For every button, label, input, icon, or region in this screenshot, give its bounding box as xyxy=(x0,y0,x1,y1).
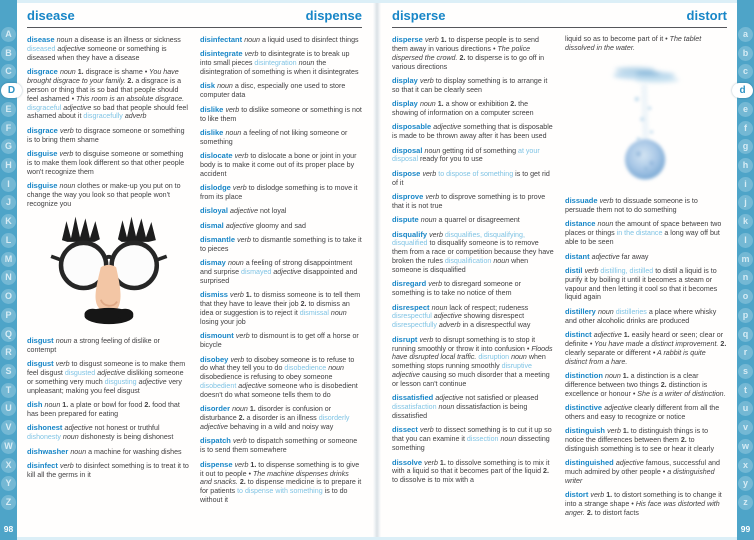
alpha-tab-s[interactable]: s xyxy=(738,364,753,379)
alpha-tab-h[interactable]: H xyxy=(1,158,16,173)
dictionary-entry: display verb to display something is to arrange it so that it can be clearly seen xyxy=(392,75,548,94)
dictionary-entry: dispose verb to dispose of something is to get rid of it xyxy=(392,168,550,187)
alpha-tab-a[interactable]: a xyxy=(738,27,753,42)
alphabet-strip-left xyxy=(0,0,17,540)
alpha-tab-k[interactable]: K xyxy=(1,214,16,229)
dictionary-entry: disgrace noun 1. disgrace is shame • You have brought disgrace to your family. 2. a disgrace is a person or thing that is so bad that people should feel ashamed • This room is an absolute disgrace. disgraceful adjective so bad that people should feel ashamed about it disgracefully adverb xyxy=(27,67,188,121)
dictionary-entry: dispute noun a quarrel or disagreement xyxy=(392,215,520,225)
dictionary-entry: disrespect noun lack of respect; rudeness disrespectful adjective showing disrespect disrespectfully adverb in a disrespectful way xyxy=(392,302,531,330)
alpha-tab-r[interactable]: R xyxy=(1,345,16,360)
page-left-column-1 xyxy=(27,35,189,527)
dictionary-entry: disinfect verb to disinfect something is to treat it to kill all the germs in it xyxy=(27,461,189,479)
alpha-tab-z[interactable]: Z xyxy=(1,495,16,510)
alpha-tab-a[interactable]: A xyxy=(1,27,16,42)
dictionary-entry: distinctive adjective clearly different from all the others and easy to recognize or notice xyxy=(565,403,720,421)
alpha-tab-p[interactable]: P xyxy=(1,308,16,323)
page-right xyxy=(380,0,737,540)
alpha-tab-g[interactable]: G xyxy=(1,139,16,154)
dictionary-entry: distil verb distilling, distilled to distil a liquid is to purify it by boiling it until it becomes a steam or vapour and then letting it cool so that it becomes liquid again xyxy=(565,265,718,302)
alpha-tab-l[interactable]: L xyxy=(1,233,16,248)
alpha-tab-o[interactable]: O xyxy=(1,289,16,304)
alpha-tab-x[interactable]: X xyxy=(1,458,16,473)
dictionary-entry: dislocate verb to dislocate a bone or joint in your body is to make it come out of its proper place by accident xyxy=(200,151,357,178)
dictionary-entry: dissect verb to dissect something is to cut it up so that you can examine it dissection noun dissecting something xyxy=(392,425,552,453)
alpha-tab-w[interactable]: W xyxy=(1,439,16,454)
dictionary-entry: distant adjective far away xyxy=(565,251,649,261)
dictionary-entry: dispatch verb to dispatch something or someone is to send them somewhere xyxy=(200,436,358,455)
page-right-column-1 xyxy=(392,35,554,527)
alpha-tab-b[interactable]: B xyxy=(1,46,16,61)
dictionary-entry: dissolve verb 1. to dissolve something is to mix it with a liquid so that it becomes part of the liquid 2. to dissolve is to mix with a xyxy=(392,457,550,485)
page-right-columns xyxy=(392,35,727,527)
page-left-column-2 xyxy=(200,35,362,527)
dictionary-entry: distinguished adjective famous, successful and much admired by other people • a distinguished writer xyxy=(565,458,720,486)
alpha-tab-n[interactable]: N xyxy=(1,270,16,285)
dictionary-entry: disease noun a disease is an illness or sickness diseased adjective someone or something is diseased when they have a disease xyxy=(27,35,181,62)
alpha-tab-c[interactable]: c xyxy=(738,64,753,79)
page-number-left: 98 xyxy=(3,524,14,534)
dictionary-entry: dishonest adjective not honest or truthful dishonesty noun dishonesty is being dishonest xyxy=(27,423,174,442)
alpha-tab-s[interactable]: S xyxy=(1,364,16,379)
alphabet-strip-right xyxy=(737,0,754,540)
dictionary-entry: disgust noun a strong feeling of dislike or contempt xyxy=(27,336,160,354)
alpha-tab-f[interactable]: f xyxy=(738,121,753,136)
page-right-column-2 xyxy=(565,35,727,527)
dictionary-entry: dishwasher noun a machine for washing dishes xyxy=(27,446,182,456)
alpha-tab-i[interactable]: i xyxy=(738,177,753,192)
alphabet-tabs-left xyxy=(0,27,17,510)
guide-word-first: disease xyxy=(27,8,75,23)
dictionary-entry: distance noun the amount of space between two places or things in the distance a long way off but able to be seen xyxy=(565,219,722,247)
dictionary-entry: disorder noun 1. disorder is confusion or disturbance 2. a disorder is an illness disorderly adjective behaving in a wild and noisy way xyxy=(200,404,350,432)
alpha-tab-e[interactable]: e xyxy=(738,102,753,117)
dictionary-entry: disloyal adjective not loyal xyxy=(200,206,287,216)
dictionary-entry: disgust verb to disgust someone is to make them feel disgust disgusted adjective disliking someone or something very much disgusting adjective very unpleasant; making you feel disgust xyxy=(27,359,186,395)
dictionary-entry: disintegrate verb to disintegrate is to break up into small pieces disintegration noun the disintegration of something is when it disintegrates xyxy=(200,49,359,77)
guide-word-last: dispense xyxy=(305,8,362,23)
disguise-glasses-illustration xyxy=(37,213,179,325)
dictionary-entry: display noun 1. a show or exhibition 2. the showing of information on a computer screen xyxy=(392,99,534,118)
alpha-tab-u[interactable]: U xyxy=(1,401,16,416)
alpha-tab-y[interactable]: Y xyxy=(1,476,16,491)
dictionary-entry: dismiss verb 1. to dismiss someone is to tell them that they have to leave their job 2. to dismiss an idea or suggestion is to reject it dismissal noun losing your job xyxy=(200,290,361,326)
alpha-tab-o[interactable]: o xyxy=(738,289,753,304)
alpha-tab-f[interactable]: F xyxy=(1,121,16,136)
alpha-tab-m[interactable]: m xyxy=(738,252,753,267)
dictionary-entry: dismal adjective gloomy and sad xyxy=(200,220,306,230)
dictionary-entry: disrupt verb to disrupt something is to stop it running smoothly or throw it into confusion • Floods have disrupted local traffic. disruption noun when something stops running smoothly disruptive adjective causing so much disorder that a meeting or lesson can't continue xyxy=(392,334,553,388)
dictionary-entry: dispense verb 1. to dispense something is to give it out to people • The machine dispenses drinks and snacks. 2. to dispense medicine is to prepare it for patients to dispense with something is to do without it xyxy=(200,459,362,505)
alpha-tab-t[interactable]: T xyxy=(1,383,16,398)
dictionary-entry: disregard verb to disregard someone or something is to take no notice of them xyxy=(392,279,521,298)
dictionary-entry: distort verb 1. to distort something is to change it into a strange shape • His face was distorted with anger. 2. to distort facts xyxy=(565,490,722,518)
page-top-edge xyxy=(17,0,737,3)
dictionary-entry: dismount verb to dismount is to get off a horse or bicycle xyxy=(200,331,359,350)
guide-word-last: distort xyxy=(686,8,727,23)
dictionary-entry: disperse verb 1. to disperse people is to send them away in various directions • The police dispersed the crowd. 2. to disperse is to go off in various directions xyxy=(392,35,545,71)
dictionary-entry: disgrace verb to disgrace someone or something is to bring them shame xyxy=(27,125,185,144)
dictionary-entry: distinct adjective 1. easily heard or seen; clear or definite • You have made a distinct improvement. 2. clearly separate or different • A rabbit is quite distinct from a hare. xyxy=(565,330,727,366)
dissolving-tablet-illustration xyxy=(598,57,694,185)
alpha-tab-w[interactable]: w xyxy=(738,439,753,454)
alpha-tab-n[interactable]: n xyxy=(738,270,753,285)
dictionary-entry: disk noun a disc, especially one used to store computer data xyxy=(200,81,346,100)
alpha-tab-m[interactable]: M xyxy=(1,252,16,267)
alpha-tab-y[interactable]: y xyxy=(738,476,753,491)
dictionary-entry: disguise noun clothes or make-up you put on to change the way you look so that people won't recognize you xyxy=(27,181,181,208)
dictionary-entry: dislike verb to dislike someone or something is not to like them xyxy=(200,104,362,123)
dictionary-entry: disqualify verb disqualifies, disqualifying, disqualified to disqualify someone is to remove them from a race or competition because they have broken the rules disqualification noun when someone is disqualified xyxy=(392,229,554,275)
alpha-tab-z[interactable]: z xyxy=(738,495,753,510)
page-number-right: 99 xyxy=(740,524,751,534)
page-left xyxy=(17,0,374,540)
alpha-tab-u[interactable]: u xyxy=(738,401,753,416)
alpha-tab-d[interactable]: d xyxy=(732,83,753,98)
page-header-right xyxy=(392,8,727,28)
alpha-tab-t[interactable]: t xyxy=(738,383,753,398)
alpha-tab-q[interactable]: Q xyxy=(1,327,16,342)
alpha-tab-i[interactable]: I xyxy=(1,177,16,192)
dictionary-entry: dislike noun a feeling of not liking someone or something xyxy=(200,127,348,146)
alpha-tab-e[interactable]: E xyxy=(1,102,16,117)
alpha-tab-g[interactable]: g xyxy=(738,139,753,154)
dictionary-entry: dissatisfied adjective not satisfied or pleased dissatisfaction noun dissatisfaction is being dissatisfied xyxy=(392,393,539,421)
dictionary-entry: distinguish verb 1. to distinguish things is to notice the differences between them 2. to distinguish something is to see or hear it clearly xyxy=(565,426,715,453)
disguise-glasses-image xyxy=(27,213,189,330)
dictionary-entry: disprove verb to disprove something is to prove that it is not true xyxy=(392,192,546,210)
dissolving-tablet-image xyxy=(565,57,727,190)
dictionary-entry: dismantle verb to dismantle something is to take it to pieces xyxy=(200,235,362,253)
dictionary-entry: distillery noun distilleries a place where whisky and other alcoholic drinks are produced xyxy=(565,306,717,325)
alpha-tab-c[interactable]: C xyxy=(1,64,16,79)
dictionary-entry: disposal noun getting rid of something at your disposal ready for you to use xyxy=(392,145,540,164)
dictionary-entry: liquid so as to become part of it • The tablet dissolved in the water. xyxy=(565,35,702,52)
alpha-tab-j[interactable]: j xyxy=(738,195,753,210)
dictionary-entry: dish noun 1. a plate or bowl for food 2. food that has been prepared for eating xyxy=(27,400,180,419)
alpha-tab-p[interactable]: p xyxy=(738,308,753,323)
alpha-tab-v[interactable]: V xyxy=(1,420,16,435)
alpha-tab-h[interactable]: h xyxy=(738,158,753,173)
alpha-tab-l[interactable]: l xyxy=(738,233,753,248)
alpha-tab-j[interactable]: J xyxy=(1,195,16,210)
guide-word-first: disperse xyxy=(392,8,446,23)
page-left-columns xyxy=(27,35,362,527)
dictionary-entry: dislodge verb to dislodge something is to move it from its place xyxy=(200,183,358,202)
dictionary-entry: distinction noun 1. a distinction is a clear difference between two things 2. distinction is excellence or honour • She is a writer of distinction. xyxy=(565,370,726,398)
page-gutter xyxy=(373,0,381,540)
dictionary-entry: disobey verb to disobey someone is to refuse to do what they tell you to do disobedience noun disobedience is refusing to obey someone disobedient adjective someone who is disobedient doesn't do what someone tells them to do xyxy=(200,354,358,399)
dictionary-entry: dissuade verb to dissuade someone is to persuade them not to do something xyxy=(565,196,698,215)
dictionary-entry: disposable adjective something that is disposable is made to be thrown away after it has been used xyxy=(392,122,553,141)
dictionary-entry: dismay noun a feeling of strong disappointment and surprise dismayed adjective disappointed and surprised xyxy=(200,258,358,286)
alpha-tab-v[interactable]: v xyxy=(738,420,753,435)
alphabet-tabs-right xyxy=(737,27,754,510)
alpha-tab-b[interactable]: b xyxy=(738,46,753,61)
alpha-tab-r[interactable]: r xyxy=(738,345,753,360)
alpha-tab-q[interactable]: q xyxy=(738,327,753,342)
page-header-left xyxy=(27,8,362,28)
dictionary-entry: disinfectant noun a liquid used to disinfect things xyxy=(200,35,359,44)
alpha-tab-x[interactable]: x xyxy=(738,458,753,473)
dictionary-entry: disguise verb to disguise someone or something is to make them look different so that other people won't recognize them xyxy=(27,148,185,176)
alpha-tab-k[interactable]: k xyxy=(738,214,753,229)
alpha-tab-d[interactable]: D xyxy=(1,83,22,98)
